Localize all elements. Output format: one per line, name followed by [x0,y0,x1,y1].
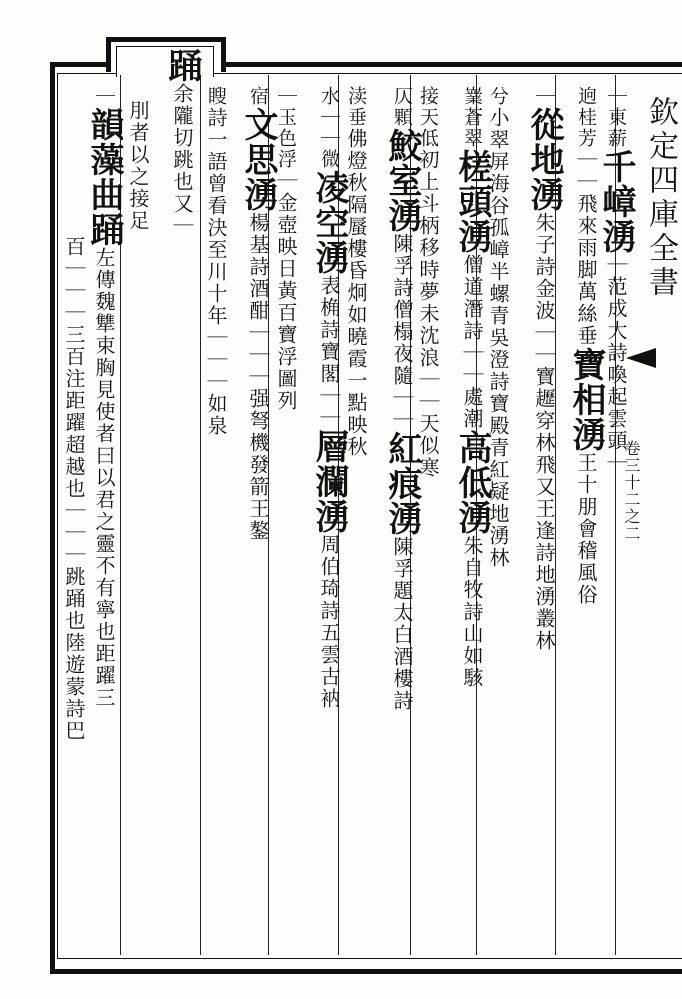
entry-text: 宿 [247,86,269,107]
entry-text: 渎垂 [345,86,367,128]
entry-text: 周伯琦詩五雲古衲 [317,534,341,710]
text-column [520,86,569,652]
entry-text: ｜范成大詩喚起雲頭｜ [604,254,628,474]
entry-text: 嶪蒼翠 [461,86,483,149]
entry-text: 陳孚詩僧榻夜隨｜｜ [390,233,414,431]
entry-text: 表桷詩寶閣｜｜ [317,275,341,429]
entry-text: 初上斗柄移時夢未沈 [416,149,440,347]
text-column [448,86,497,689]
entry-headword: 踊 [162,48,202,83]
text-column [378,86,427,712]
entry-text: 水｜｜微 [318,86,340,170]
entry-text: ｜ [93,86,115,107]
text-column [60,236,89,742]
entry-text: ｜｜飛來雨脚萬絲垂 [574,149,598,347]
book-title: 欽定四庫全書 [643,96,678,300]
entry-text: 僧道潛詩｜｜處潮 [460,254,484,430]
entry-text: 詩一語曾看決至川十年｜｜｜如泉 [204,107,228,437]
entry-headword: 韻藻 [84,107,124,177]
entry-headword: 凌空湧 [309,170,349,275]
entry-text: 楊基詩酒酣｜｜｜强弩機發箭王鏊 [246,212,270,542]
text-column [234,86,283,542]
entry-headword: 高低湧 [452,430,492,535]
entry-headword: 鮫室湧 [382,128,422,233]
entry-headword: 寶相湧 [566,347,606,452]
entry-text: 余隴切跳也又｜ [170,83,194,237]
entry-headword: 曲踊 [84,177,124,247]
entry-text: 小翠屏海谷孤嶂半螺青吳澄詩寶殿青紅疑地湧林 [486,107,510,569]
entry-text: 瞍 [205,86,227,107]
entry-text: 朱子詩金波｜｜寶䟐穿林飛又王逢詩地湧叢林 [532,212,556,652]
volume-label: 卷三十二之二 [622,440,641,542]
entry-text: 左傳魏犨束胸見使者曰以君之靈不有寧也距躍三 [92,247,116,709]
entry-text: 百｜｜｜三百注距躍超越也｜｜｜跳踊也陸遊蒙詩巴 [62,236,86,742]
entry-headword: 從地湧 [524,107,564,212]
entry-text: ｜東薪 [605,86,627,149]
entry-headword: 文思湧 [238,107,278,212]
entry-text: 百寶浮圖列 [274,302,298,412]
entry-text: 陳孚題太白酒樓詩 [390,536,414,712]
entry-text: 浪｜｜天似寒 [416,347,440,479]
text-column [305,86,354,710]
entry-text: 刖者以之接足 [126,100,150,232]
entry-headword: 紅痕湧 [382,431,422,536]
entry-text: ｜金壺映日黃 [274,170,298,302]
entry-text: 朱自牧詩山如駭 [460,535,484,689]
entry-text: 炯如曉霞一點映秋 [344,282,368,458]
entry-text: 接天低 [417,86,439,149]
entry-text: 王十朋會稽風俗 [574,452,598,606]
entry-text: 仄顆 [391,86,413,128]
entry-headword: 槎頭湧 [452,149,492,254]
entry-text: 佛燈秋隔蜃樓昏 [344,128,368,282]
entry-headword: 千嶂湧 [596,149,636,254]
text-column [158,48,207,237]
entry-text: 兮 [487,86,509,107]
text-column [562,86,611,606]
entry-text: ｜玉色浮 [275,86,297,170]
entry-text: 逈桂芳 [575,86,597,149]
entry-headword: 層瀾湧 [309,429,349,534]
entry-text: ｜ [533,86,555,107]
